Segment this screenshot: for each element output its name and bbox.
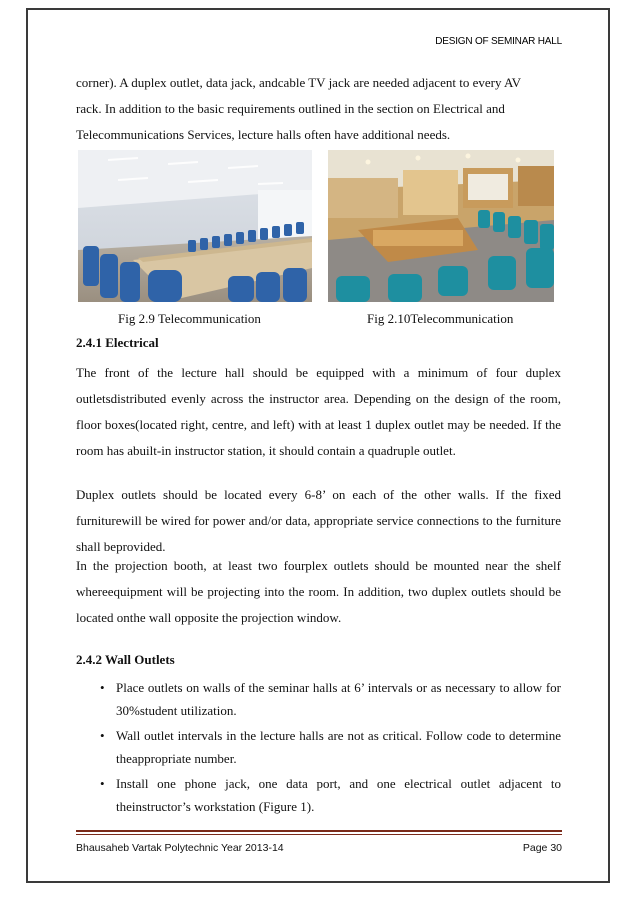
electrical-paragraph-2: Duplex outlets should be located every 6-8’ on each of the other walls. If the fixed furniturewill be wired for power and/or data, appropriate service connections to the furniture shall beprovided. [76,487,561,554]
conference-room-photo [78,150,312,302]
footer-rule [76,830,562,832]
electrical-paragraph-1: The front of the lecture hall should be equipped with a minimum of four duplex outletsdistributed evenly across the instructor area. Depending on the design of the room, floor boxes(located right, centre, and left) with at least 1 duplex outlet may be needed. If the room has abuilt-in instructor station, it should contain a quadruple outlet. [76,365,561,458]
intro-line-3: Telecommunications Services, lecture halls often have additional needs. [76,127,451,142]
footer-institution: Bhausaheb Vartak Polytechnic Year 2013-14 [76,842,284,854]
list-item [76,724,561,770]
intro-line-1: corner). A duplex outlet, data jack, andcable TV jack are needed adjacent to every AV [76,75,522,90]
bullet-icon: • [100,680,105,695]
footer-page-number: Page 30 [522,842,562,854]
lecture-hall-photo [328,150,554,302]
electrical-paragraph-3: In the projection booth, at least two fourplex outlets should be mounted near the shelf whereequipment will be projecting into the room. In addition, two duplex outlets should be located onthe wall opposite the projection window. [76,558,561,625]
bullet-icon: • [100,728,105,743]
footer-rule-thin [76,834,562,835]
list-item [76,772,561,818]
list-item-text: Place outlets on walls of the seminar halls at 6’ intervals or as necessary to allow for 30%student utilization. [116,680,561,718]
wall-outlets-list [76,676,561,820]
list-item-text: Install one phone jack, one data port, and one electrical outlet adjacent to theinstructor’s workstation (Figure 1). [116,776,561,814]
section-heading-electrical: 2.4.1 Electrical [76,335,159,350]
figure-2-10-caption: Fig 2.10Telecommunication [367,311,514,326]
list-item [76,676,561,722]
page-header: DESIGN OF SEMINAR HALL [435,36,562,47]
section-heading-wall-outlets: 2.4.2 Wall Outlets [76,652,175,667]
bullet-icon: • [100,776,105,791]
list-item-text: Wall outlet intervals in the lecture halls are not as critical. Follow code to determine theappropriate number. [116,728,561,766]
intro-line-2: rack. In addition to the basic requirements outlined in the section on Electrical and [76,101,505,116]
figure-2-9-caption: Fig 2.9 Telecommunication [118,311,261,326]
